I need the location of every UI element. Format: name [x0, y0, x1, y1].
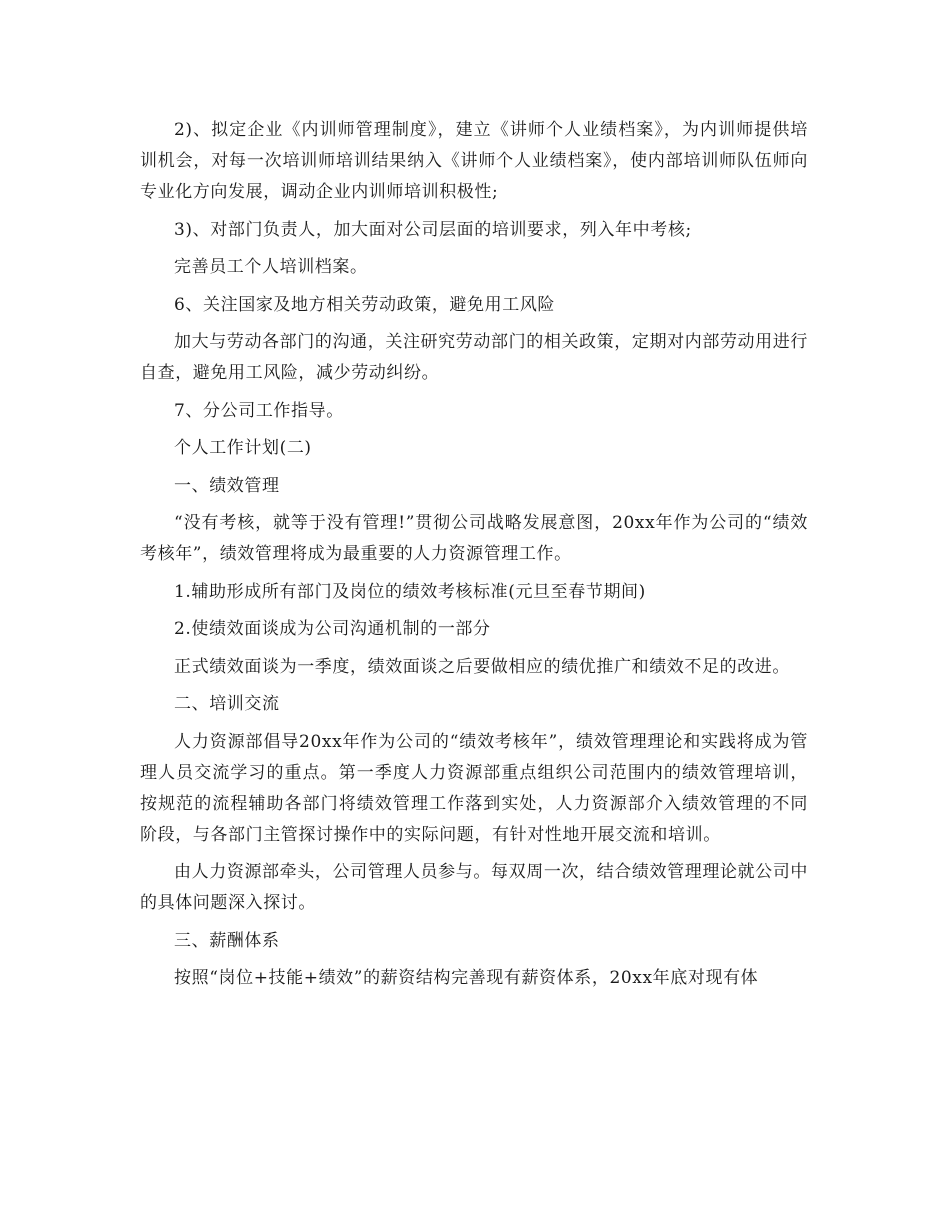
- paragraph: 人力资源部倡导20xx年作为公司的“绩效考核年”，绩效管理理论和实践将成为管理人员交流学习的重点。第一季度人力资源部重点组织公司范围内的绩效管理培训，按规范的流程辅助各部门将绩效管理工作落到实处，人力资源部介入绩效管理的不同阶段，与各部门主管探讨操作中的实际问题，有针对性地开展交流和培训。: [140, 731, 808, 845]
- list-item: 1.辅助形成所有部门及岗位的绩效考核标准(元旦至春节期间): [174, 581, 646, 602]
- paragraph: 完善员工个人培训档案。: [174, 257, 368, 277]
- section-heading: 7、分公司工作指导。: [174, 400, 344, 421]
- paragraph: 3)、对部门负责人，加大面对公司层面的培训要求，列入年中考核;: [174, 219, 692, 240]
- section-heading: 6、关注国家及地方相关劳动政策，避免用工风险: [174, 294, 556, 315]
- paragraph: 2)、拟定企业《内训师管理制度》，建立《讲师个人业绩档案》，为内训师提供培训机会，对每一次培训师培训结果纳入《讲师个人业绩档案》，使内部培训师队伍师向专业化方向发展，调动企业内训师培训积极性;: [140, 120, 808, 202]
- paragraph: “没有考核，就等于没有管理!”贯彻公司战略发展意图，20xx年作为公司的“绩效考核年”，绩效管理将成为最重要的人力资源管理工作。: [140, 513, 808, 564]
- document-subtitle: 个人工作计划(二): [174, 438, 312, 458]
- document-body: [140, 115, 808, 1001]
- paragraph: 正式绩效面谈为一季度，绩效面谈之后要做相应的绩优推广和绩效不足的改进。: [174, 656, 790, 677]
- paragraph: 由人力资源部牵头，公司管理人员参与。每双周一次，结合绩效管理理论就公司中的具体问题深入探讨。: [140, 862, 808, 913]
- paragraph: 加大与劳动各部门的沟通，关注研究劳动部门的相关政策，定期对内部劳动用进行自查，避免用工风险，减少劳动纠纷。: [140, 332, 808, 383]
- paragraph: 按照“岗位+技能+绩效”的薪资结构完善现有薪资体系，20xx年底对现有体: [174, 968, 759, 988]
- section-heading: 三、薪酬体系: [174, 930, 280, 951]
- list-item: 2.使绩效面谈成为公司沟通机制的一部分: [174, 619, 491, 639]
- section-heading: 二、培训交流: [174, 694, 280, 714]
- section-heading: 一、绩效管理: [174, 475, 280, 496]
